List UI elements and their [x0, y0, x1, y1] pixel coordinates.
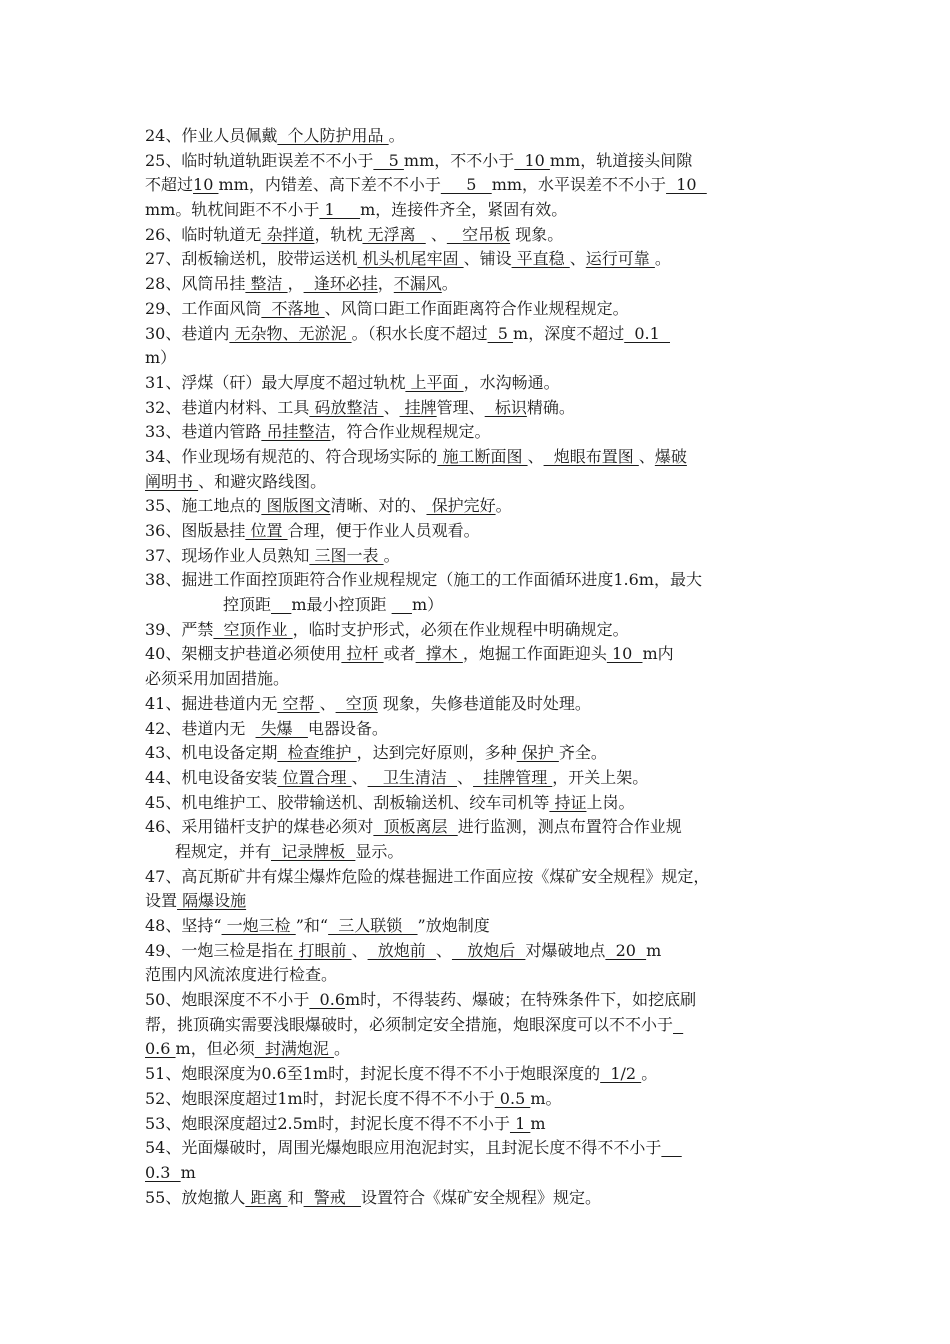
- answer-blank: [392, 595, 412, 614]
- answer-blank: 顶板离层: [373, 817, 458, 837]
- text-segment: m）: [145, 348, 177, 368]
- text-line: [145, 223, 810, 248]
- answer-blank: 位置: [245, 521, 288, 540]
- text-segment: 28、风筒吊挂: [145, 274, 246, 294]
- answer-blank: 不落地: [261, 298, 325, 318]
- text-segment: 或者: [383, 644, 416, 664]
- text-segment: 合理，便于作业人员观看。: [287, 521, 480, 540]
- answer-blank: 拉杆: [341, 644, 384, 664]
- text-line: [145, 815, 810, 840]
- text-line: [145, 914, 810, 939]
- text-line: [145, 544, 810, 569]
- text-segment: m内: [642, 644, 674, 664]
- text-line: [145, 371, 810, 396]
- answer-blank: 码放整洁: [309, 397, 384, 417]
- text-segment: 精确。: [526, 397, 575, 417]
- answer-blank: 撑木: [415, 644, 463, 664]
- text-segment: 、: [319, 693, 336, 713]
- answer-blank: 放炮后: [451, 940, 526, 960]
- answer-blank: 保护: [516, 743, 559, 763]
- text-line: [145, 1136, 810, 1161]
- text-segment: 45、机电维护工、胶带输送机、刮板输送机、绞车司机等: [145, 792, 550, 812]
- text-line: [145, 667, 810, 692]
- text-segment: 43、机电设备定期: [145, 743, 278, 763]
- text-line: [145, 1161, 810, 1186]
- answer-blank: [673, 1015, 683, 1034]
- answer-blank: 运行可靠: [585, 249, 655, 269]
- answer-blank: 上平面: [405, 372, 464, 392]
- answer-blank: 10: [666, 175, 707, 195]
- text-segment: m最小控顶距: [291, 595, 392, 615]
- answer-blank: 标识: [484, 397, 527, 417]
- text-segment: 27、刮板输送机，胶带运送机: [145, 249, 358, 269]
- text-segment: 、: [527, 446, 544, 466]
- answer-blank: 无杂物、无淤泥: [229, 323, 352, 343]
- answer-blank: 20: [605, 940, 647, 960]
- text-line: [145, 1087, 810, 1112]
- answer-blank: 平直稳: [511, 249, 570, 269]
- text-line: [145, 692, 810, 717]
- text-segment: 39、严禁: [145, 619, 214, 639]
- text-segment: 管理、: [436, 397, 485, 417]
- answer-blank: 0.6: [309, 990, 345, 1010]
- text-segment: m时，不得装药、爆破；在特殊条件下，如挖底刷: [345, 990, 697, 1010]
- text-line: [145, 124, 810, 149]
- text-segment: 清晰、对的、: [330, 496, 427, 516]
- text-segment: 帮，挑顶确实需要浅眼爆破时，必须制定安全措施，炮眼深度可以不不小于: [145, 1014, 674, 1034]
- answer-blank: 杂拌道: [261, 224, 315, 244]
- answer-blank: 炮眼布置图: [543, 446, 639, 466]
- answer-blank: [271, 595, 291, 614]
- text-segment: 电器设备。: [307, 718, 388, 738]
- answer-blank: 卫生清洁: [367, 767, 458, 787]
- text-segment: 41、掘进巷道内无: [145, 693, 278, 713]
- text-segment: 和: [287, 1187, 304, 1207]
- answer-blank: 个人防护用品: [277, 126, 389, 145]
- answer-blank: 封满炮泥: [254, 1039, 334, 1059]
- text-segment: 不超过: [145, 175, 194, 195]
- answer-blank: 空顶: [335, 693, 378, 713]
- answer-blank: 不漏风: [393, 274, 442, 294]
- answer-blank: 5: [440, 175, 492, 195]
- text-segment: ，临时支护形式，必须在作业规程中明确规定。: [292, 619, 629, 639]
- answer-blank: 0.1: [624, 323, 670, 343]
- text-segment: 52、炮眼深度超过1m时，封泥长度不得不不小于: [145, 1088, 495, 1108]
- text-line: [145, 322, 810, 347]
- text-segment: 49、一炮三检是指在: [145, 940, 294, 960]
- text-segment: 程规定，并有: [175, 841, 272, 861]
- answer-blank: 10: [606, 644, 643, 664]
- text-line: [145, 470, 810, 495]
- text-segment: 31、浮煤（矸）最大厚度不超过轨枕: [145, 372, 406, 392]
- text-line: [145, 642, 810, 667]
- text-segment: 齐全。: [558, 743, 607, 763]
- text-line: [145, 1013, 810, 1038]
- text-line: [145, 247, 810, 272]
- text-segment: 47、高瓦斯矿井有煤尘爆炸危险的煤巷掘进工作面应按《煤矿安全规程》规定，: [145, 866, 710, 886]
- text-segment: 控顶距: [223, 595, 272, 615]
- text-segment: 51、炮眼深度为0.6至1m时，封泥长度不得不不小于炮眼深度的: [145, 1064, 601, 1084]
- answer-blank: 1/2: [600, 1064, 642, 1084]
- answer-blank: 5: [373, 150, 404, 170]
- text-segment: 。: [641, 1064, 658, 1084]
- text-segment: 现象，失修巷道能及时处理。: [377, 693, 591, 713]
- text-segment: 、和避灾路线图。: [198, 471, 327, 491]
- answer-blank: 三图一表: [309, 545, 384, 565]
- text-segment: ，: [377, 274, 394, 294]
- text-line: [145, 1037, 810, 1062]
- text-segment: 35、施工地点的: [145, 496, 262, 516]
- text-line: [145, 1112, 810, 1137]
- text-segment: m，但必须: [175, 1039, 255, 1059]
- text-segment: 上岗。: [586, 792, 635, 812]
- text-segment: 、风筒口距工作面距离符合作业规程规定。: [324, 298, 629, 318]
- answer-blank: 0.6: [145, 1039, 176, 1059]
- text-segment: 37、现场作业人员熟知: [145, 545, 310, 565]
- answer-blank: 0.5: [494, 1088, 531, 1108]
- text-segment: m，连接件齐全，紧固有效。: [360, 200, 568, 220]
- text-line: [145, 198, 810, 223]
- answer-blank: 空帮: [277, 693, 320, 713]
- text-segment: m，深度不超过: [513, 323, 625, 343]
- text-segment: 。: [495, 496, 512, 516]
- text-segment: 55、放炮撤人: [145, 1187, 246, 1207]
- text-line: [145, 1186, 810, 1211]
- text-segment: 范围内风流浓度进行检查。: [145, 965, 338, 985]
- answer-blank: 爆破: [654, 446, 687, 466]
- text-segment: 44、机电设备安装: [145, 767, 278, 787]
- text-segment: 30、巷道内: [145, 323, 230, 343]
- text-line: [145, 445, 810, 470]
- answer-blank: 5: [487, 323, 514, 343]
- text-segment: ，开关上架。: [552, 767, 649, 787]
- text-segment: 。: [654, 249, 671, 269]
- text-segment: 对爆破地点: [525, 940, 606, 960]
- text-segment: 33、巷道内管路: [145, 422, 262, 442]
- text-segment: 。: [333, 1039, 350, 1059]
- text-segment: ，符合作业规程规定。: [330, 422, 491, 442]
- text-line: [145, 939, 810, 964]
- answer-blank: 10: [514, 150, 550, 170]
- answer-blank: 无浮离: [362, 224, 426, 244]
- text-segment: 、: [435, 940, 452, 960]
- answer-blank: 1: [509, 1113, 531, 1133]
- text-segment: 、: [383, 397, 400, 417]
- text-segment: 46、采用锚杆支护的煤巷必须对: [145, 817, 374, 837]
- text-line: [145, 149, 810, 174]
- text-segment: 、: [351, 940, 368, 960]
- answer-blank: 三人联锁: [328, 916, 418, 935]
- answer-blank: 机头机尾牢固: [357, 249, 464, 269]
- text-line: [145, 618, 810, 643]
- answer-blank: 1: [319, 200, 361, 220]
- answer-blank: 打眼前: [293, 940, 352, 960]
- answer-blank: [661, 1138, 681, 1157]
- text-segment: mm。轨枕间距不不小于: [145, 200, 320, 220]
- text-segment: 24、作业人员佩戴: [145, 126, 278, 145]
- answer-blank: 持证: [549, 792, 587, 812]
- answer-blank: 记录牌板: [271, 841, 356, 861]
- text-line: [145, 988, 810, 1013]
- answer-blank: 整洁: [245, 274, 288, 294]
- text-segment: 现象。: [510, 224, 564, 244]
- text-segment: m）: [411, 595, 444, 615]
- answer-blank: 挂牌管理: [473, 767, 553, 787]
- text-segment: 设置: [145, 891, 178, 911]
- text-segment: 进行监测，测点布置符合作业规: [457, 817, 682, 837]
- text-segment: 38、掘进工作面控顶距符合作业规程规定（施工的工作面循环进度1.6m，最大: [145, 570, 702, 590]
- text-segment: ”和“: [295, 916, 329, 935]
- text-line: [145, 963, 810, 988]
- answer-blank: 保护完好: [426, 496, 496, 516]
- text-segment: ”放炮制度: [417, 916, 490, 935]
- answer-blank: 检查维护: [277, 743, 357, 763]
- text-segment: 53、炮眼深度超过2.5m时，封泥长度不得不不小于: [145, 1113, 510, 1133]
- text-segment: 36、图版悬挂: [145, 521, 246, 540]
- text-line: [145, 568, 810, 593]
- text-line: [145, 1062, 810, 1087]
- text-segment: 50、炮眼深度不不小于: [145, 990, 310, 1010]
- text-line: [145, 519, 810, 544]
- answer-blank: 隔爆设施: [177, 891, 247, 911]
- text-segment: ，: [287, 274, 304, 294]
- text-line: [145, 420, 810, 445]
- text-segment: 40、架棚支护巷道必须使用: [145, 644, 342, 664]
- text-segment: mm，水平误差不不小于: [491, 175, 667, 195]
- text-line: [145, 396, 810, 421]
- text-segment: 48、坚持“: [145, 916, 222, 935]
- answer-blank: 失爆: [255, 718, 308, 738]
- text-segment: 、铺设: [463, 249, 512, 269]
- text-line: [145, 791, 810, 816]
- answer-blank: 0.3: [145, 1162, 181, 1182]
- text-segment: ，炮掘工作面距迎头: [462, 644, 607, 664]
- text-segment: m: [646, 940, 662, 960]
- text-line: [145, 741, 810, 766]
- answer-blank: 图版图文: [261, 496, 331, 516]
- text-segment: mm，内错差、高下差不不小于: [218, 175, 441, 195]
- text-segment: 。: [441, 274, 458, 294]
- text-line: [145, 593, 810, 618]
- text-line: [145, 297, 810, 322]
- text-segment: 设置符合《煤矿安全规程》规定。: [361, 1187, 602, 1207]
- answer-blank: 警戒: [303, 1187, 362, 1207]
- answer-blank: 吊挂整洁: [261, 422, 331, 442]
- text-segment: m。: [530, 1088, 562, 1108]
- answer-blank: 挂牌: [399, 397, 437, 417]
- text-line: [145, 717, 810, 742]
- answer-blank: 空吊板: [446, 224, 511, 244]
- text-segment: mm，轨道接头间隙: [549, 150, 693, 170]
- text-segment: 、: [457, 767, 474, 787]
- answer-blank: 放炮前: [367, 940, 436, 960]
- text-segment: 42、巷道内无: [145, 718, 256, 738]
- text-segment: m: [530, 1113, 546, 1133]
- text-line: [145, 173, 810, 198]
- answer-blank: 位置合理: [277, 767, 352, 787]
- text-line: [145, 494, 810, 519]
- text-line: [145, 840, 810, 865]
- answer-blank: 10: [193, 175, 219, 195]
- answer-blank: 阐明书: [145, 471, 199, 491]
- text-line: [145, 889, 810, 914]
- text-segment: 显示。: [355, 841, 404, 861]
- text-segment: 34、作业现场有规范的、符合现场实际的: [145, 446, 438, 466]
- text-segment: 必须采用加固措施。: [145, 669, 290, 689]
- text-segment: 。（积水长度不超过: [351, 323, 488, 343]
- text-segment: 、: [425, 224, 447, 244]
- text-segment: ，轨枕: [314, 224, 363, 244]
- text-segment: 54、光面爆破时，周围光爆炮眼应用泡泥封实，且封泥长度不得不不小于: [145, 1138, 662, 1158]
- text-segment: ，水沟畅通。: [463, 372, 560, 392]
- text-segment: 、: [638, 446, 655, 466]
- text-line: [145, 766, 810, 791]
- text-segment: 25、临时轨道轨距误差不不小于: [145, 150, 374, 170]
- text-segment: 。: [388, 126, 405, 145]
- text-segment: 26、临时轨道无: [145, 224, 262, 244]
- answer-blank: 一炮三检: [221, 916, 296, 935]
- text-segment: m: [180, 1162, 196, 1182]
- answer-blank: 施工断面图: [437, 446, 528, 466]
- answer-blank: 逢环必挂: [303, 274, 378, 294]
- text-line: [145, 346, 810, 371]
- text-segment: 、: [569, 249, 586, 269]
- text-line: [145, 272, 810, 297]
- answer-blank: 空顶作业: [213, 619, 293, 639]
- text-segment: 29、工作面风筒: [145, 298, 262, 318]
- text-segment: ，达到完好原则，多种: [356, 743, 517, 763]
- question-list: [145, 124, 810, 1210]
- text-segment: 。: [383, 545, 400, 565]
- text-segment: 32、巷道内材料、工具: [145, 397, 310, 417]
- text-segment: 、: [351, 767, 368, 787]
- text-line: [145, 865, 810, 890]
- text-segment: mm，不不小于: [403, 150, 515, 170]
- answer-blank: 距离: [245, 1187, 288, 1207]
